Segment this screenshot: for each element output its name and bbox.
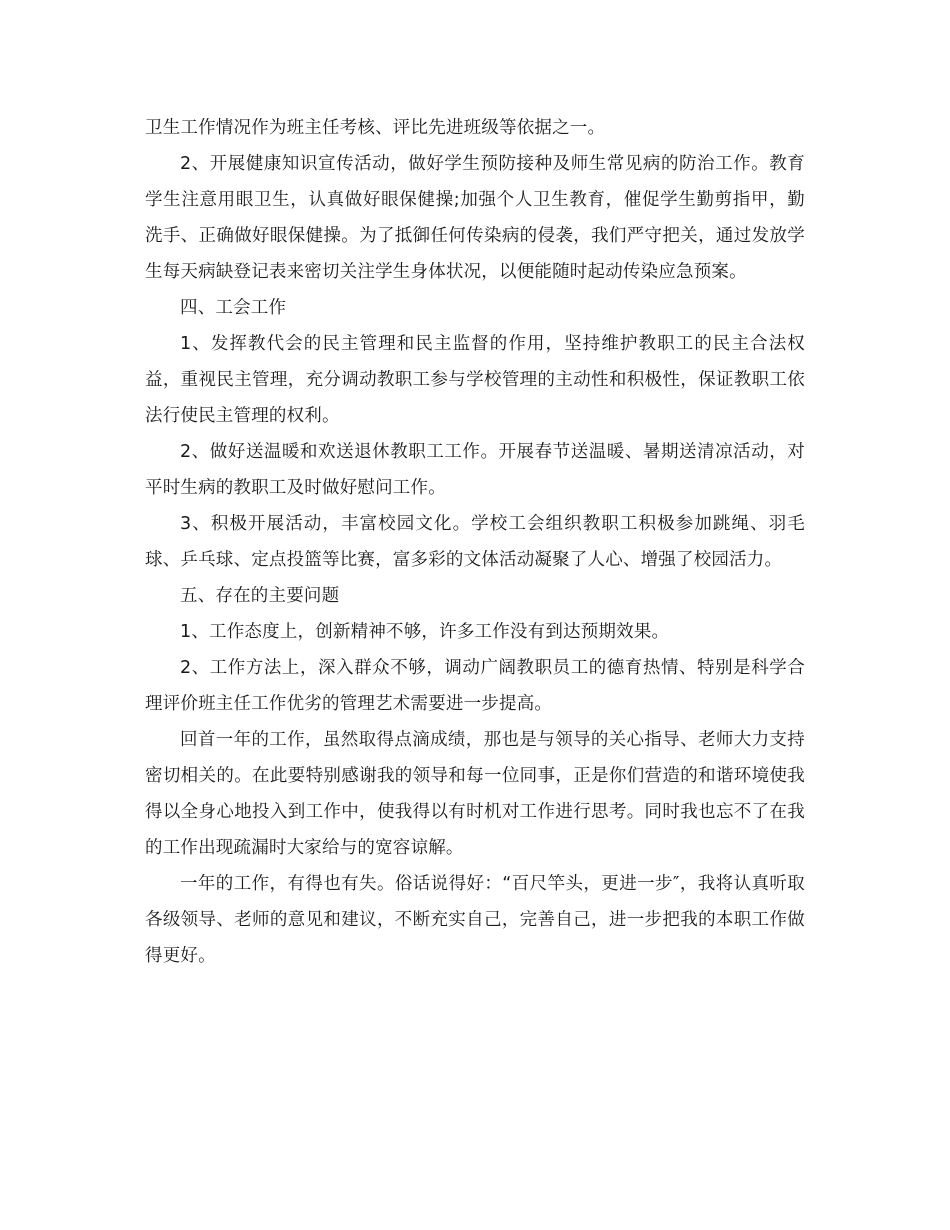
- paragraph-health-education: 2、开展健康知识宣传活动，做好学生预防接种及师生常见病的防治工作。教育学生注意用眼卫生，认真做好眼保健操;加强个人卫生教育，催促学生勤剪指甲，勤洗手、正确做好眼保健操。为了抵御任何传染病的侵袭，我们严守把关，通过发放学生每天病缺登记表来密切关注学生身体状况，以便能随时起动传染应急预案。: [145, 154, 805, 282]
- document-body: [145, 110, 805, 974]
- paragraph-conclusion: 一年的工作，有得也有失。俗话说得好：“百尺竿头，更进一步″，我将认真听取各级领导、老师的意见和建议，不断充实自己，完善自己，进一步把我的本职工作做得更好。: [145, 874, 805, 966]
- paragraph-work-method: 2、工作方法上，深入群众不够，调动广阔教职员工的德育热情、特别是科学合理评价班主任工作优劣的管理艺术需要进一步提高。: [145, 658, 805, 714]
- paragraph-democratic-management: 1、发挥教代会的民主管理和民主监督的作用，坚持维护教职工的民主合法权益，重视民主管理，充分调动教职工参与学校管理的主动性和积极性，保证教职工依法行使民主管理的权利。: [145, 334, 805, 426]
- paragraph-warmth-retirement: 2、做好送温暖和欢送退休教职工工作。开展春节送温暖、暑期送清凉活动，对平时生病的教职工及时做好慰问工作。: [145, 442, 805, 498]
- paragraph-hygiene-evaluation: 卫生工作情况作为班主任考核、评比先进班级等依据之一。: [145, 118, 606, 138]
- heading-main-problems: 五、存在的主要问题: [180, 586, 340, 606]
- paragraph-year-review: 回首一年的工作，虽然取得点滴成绩，那也是与领导的关心指导、老师大力支持密切相关的。在此要特别感谢我的领导和每一位同事，正是你们营造的和谐环境使我得以全身心地投入到工作中，使我得以有时机对工作进行思考。同时我也忘不了在我的工作出现疏漏时大家给与的宽容谅解。: [145, 730, 805, 858]
- paragraph-campus-culture: 3、积极开展活动，丰富校园文化。学校工会组织教职工积极参加跳绳、羽毛球、乒乓球、定点投篮等比赛，富多彩的文体活动凝聚了人心、增强了校园活力。: [145, 514, 805, 570]
- paragraph-work-attitude: 1、工作态度上，创新精神不够，许多工作没有到达预期效果。: [180, 622, 670, 642]
- heading-union-work: 四、工会工作: [180, 298, 287, 318]
